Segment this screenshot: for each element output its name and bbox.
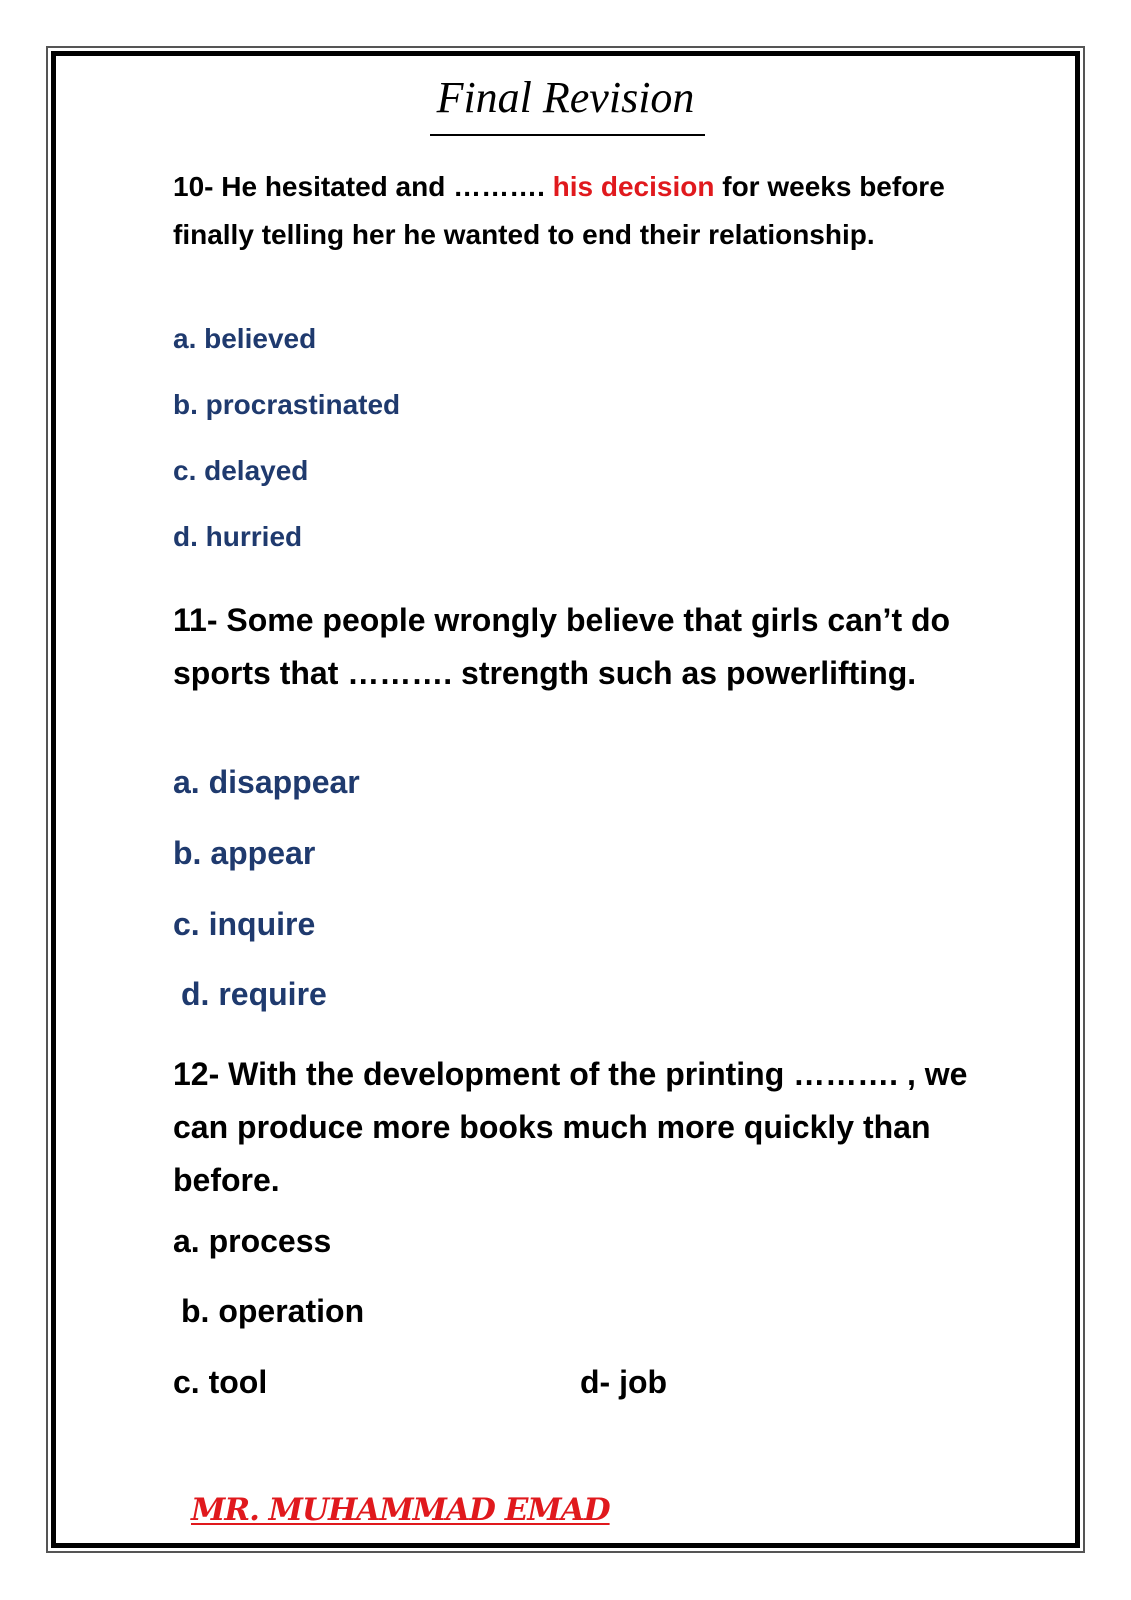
- question-11-text: Some people wrongly believe that girls can’t do sports that ………. strength such as powerlifting.: [173, 602, 951, 691]
- question-12-option-d[interactable]: d- job: [580, 1364, 668, 1400]
- page-title: Final Revision: [436, 73, 695, 122]
- question-12-number: 12-: [173, 1056, 220, 1092]
- question-11-option-c[interactable]: c. inquire: [173, 906, 316, 942]
- question-10-option-a[interactable]: a. believed: [173, 323, 317, 354]
- question-10-highlight: his decision: [552, 171, 715, 202]
- question-12: [173, 1048, 973, 1207]
- question-12-option-b[interactable]: b. operation: [181, 1293, 365, 1329]
- question-10: [173, 163, 973, 259]
- author-signature: MR. MUHAMMAD EMAD: [191, 1492, 610, 1528]
- question-12-option-a[interactable]: a. process: [173, 1223, 332, 1259]
- question-10-text-before: He hesitated and ……….: [213, 171, 553, 202]
- question-12-text: With the development of the printing ………. , we can produce more books much more quickly than before.: [173, 1056, 968, 1198]
- title-underline: [430, 134, 705, 136]
- question-12-option-c[interactable]: c. tool: [173, 1364, 268, 1400]
- question-10-option-c[interactable]: c. delayed: [173, 455, 309, 486]
- question-10-text-after: for weeks before finally telling her he wanted to end their relationship.: [173, 171, 945, 250]
- question-11-option-b[interactable]: b. appear: [173, 835, 316, 871]
- question-10-option-d[interactable]: d. hurried: [173, 521, 303, 552]
- question-10-number: 10-: [173, 171, 214, 202]
- question-10-option-b[interactable]: b. procrastinated: [173, 389, 401, 420]
- question-11-option-a[interactable]: a. disappear: [173, 764, 360, 800]
- question-11: [173, 594, 973, 700]
- question-11-number: 11-: [173, 602, 218, 638]
- question-11-option-d[interactable]: d. require: [181, 976, 327, 1012]
